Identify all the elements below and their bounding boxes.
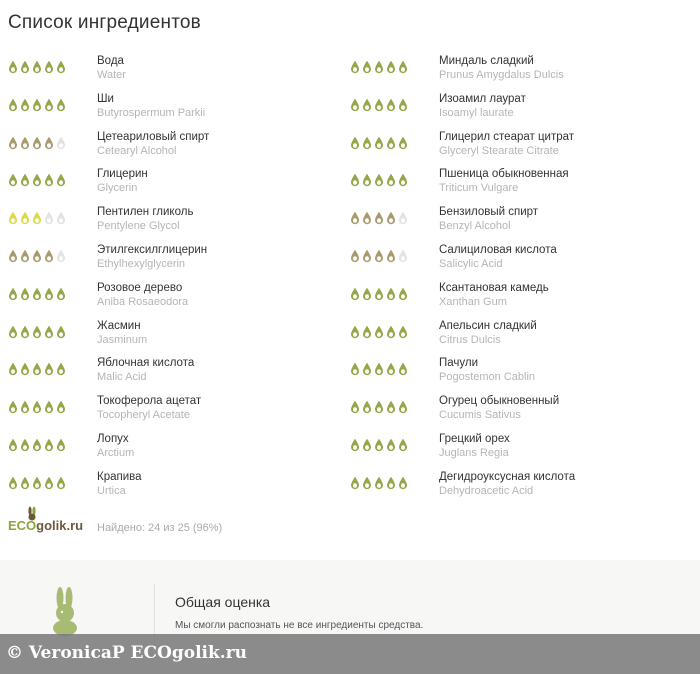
ingredient-names [97,282,188,309]
ingredient-names [97,395,201,422]
drop-icon [362,60,372,74]
drop-icon [374,400,384,414]
drop-icon [32,211,42,225]
drop-icon [44,60,54,74]
drop-icon [374,136,384,150]
ingredient-names [97,206,193,233]
drop-icon [8,362,18,376]
page-title: Список ингредиентов [8,12,201,33]
drop-icon [374,325,384,339]
drop-icon [20,98,30,112]
safety-rating [350,98,408,112]
drop-icon [56,287,66,301]
drop-icon [362,476,372,490]
drop-icon [8,287,18,301]
ingredient-row[interactable] [0,161,350,199]
ingredient-name-latin: Citrus Dulcis [439,333,501,346]
ingredient-names [439,320,537,347]
safety-rating [8,287,66,301]
drop-icon [362,438,372,452]
drop-icon [386,249,396,263]
drop-icon [374,287,384,301]
watermark-text: © VeronicaP ECOgolik.ru [6,643,247,663]
ingredient-row[interactable] [342,48,692,86]
drop-icon [20,438,30,452]
drop-icon [32,98,42,112]
drop-icon [374,98,384,112]
drop-icon [398,362,408,376]
ingredient-names [439,168,569,195]
drop-icon [386,476,396,490]
ingredient-names [97,244,207,271]
drop-icon [8,400,18,414]
safety-rating [8,476,66,490]
logo-eco: ECO [8,518,37,533]
found-count: Найдено: 24 из 25 (96%) [97,522,223,534]
drop-icon [32,173,42,187]
ingredient-name-ru[interactable]: Грецкий орех [439,432,510,445]
ingredient-name-ru[interactable]: Глицерил стеарат цитрат [439,130,575,143]
ingredient-names [439,93,526,120]
ingredient-row[interactable] [0,237,350,275]
ingredient-row[interactable] [342,388,692,426]
drop-icon [8,136,18,150]
drop-icon [56,362,66,376]
ingredient-row[interactable] [342,237,692,275]
drop-icon [350,60,360,74]
ingredient-name-latin: Salicylic Acid [439,257,503,270]
drop-icon [32,287,42,301]
ingredient-name-ru[interactable]: Лопух [97,432,129,445]
ingredient-name-latin: Aniba Rosaeodora [97,295,189,308]
ingredient-name-ru[interactable]: Цетеариловый спирт [97,130,210,143]
ingredient-name-latin: Glyceryl Stearate Citrate [439,144,559,157]
ingredient-name-ru[interactable]: Розовое дерево [97,281,183,294]
ingredient-row[interactable] [0,388,350,426]
ingredient-row[interactable] [342,313,692,351]
ingredient-name-ru[interactable]: Яблочная кислота [97,357,195,370]
ingredient-names [97,55,126,82]
rabbit-mascot-icon [40,586,90,636]
drop-icon [398,211,408,225]
safety-rating [8,438,66,452]
ingredient-name-latin: Glycerin [97,182,138,195]
drop-icon [398,173,408,187]
drop-icon [20,476,30,490]
drop-icon [44,249,54,263]
drop-icon [350,249,360,263]
ingredient-names [97,471,142,498]
drop-icon [350,98,360,112]
ingredient-name-latin: Urtica [97,484,126,497]
drop-icon [56,136,66,150]
ingredient-row[interactable] [342,275,692,313]
drop-icon [362,400,372,414]
safety-rating [350,287,408,301]
drop-icon [8,438,18,452]
drop-icon [374,476,384,490]
ingredients-column-right [342,48,692,502]
ingredient-name-ru[interactable]: Пачули [439,357,479,370]
ingredient-name-latin: Pogostemon Cablin [439,371,536,384]
drop-icon [362,173,372,187]
drop-icon [20,362,30,376]
ingredient-name-latin: Pentylene Glycol [97,220,180,233]
drop-icon [398,325,408,339]
ingredient-row[interactable] [0,350,350,388]
drop-icon [386,211,396,225]
drop-icon [374,249,384,263]
ingredient-row[interactable] [0,313,350,351]
ingredient-name-ru[interactable]: Ксантановая камедь [439,281,549,294]
ingredient-names [439,131,574,158]
drop-icon [350,476,360,490]
drop-icon [398,136,408,150]
drop-icon [374,60,384,74]
safety-rating [350,249,408,263]
drop-icon [56,173,66,187]
drop-icon [386,136,396,150]
drop-icon [350,325,360,339]
watermark-bar [0,634,700,674]
drop-icon [20,173,30,187]
ingredient-row[interactable] [342,199,692,237]
drop-icon [350,173,360,187]
ingredient-names [97,131,209,158]
drop-icon [386,98,396,112]
ingredient-names [439,282,549,309]
ingredient-names [439,395,559,422]
drop-icon [20,287,30,301]
drop-icon [20,400,30,414]
ingredient-names [439,433,510,460]
safety-rating [350,325,408,339]
drop-icon [8,211,18,225]
drop-icon [56,438,66,452]
ingredient-name-ru[interactable]: Пшеница обыкновенная [439,168,569,181]
logo-text [8,518,83,533]
ingredient-name-ru[interactable]: Апельсин сладкий [439,319,537,332]
ingredient-name-ru[interactable]: Жасмин [97,319,141,332]
safety-rating [350,173,408,187]
ingredient-name-latin: Prunus Amygdalus Dulcis [439,69,564,81]
ecogolik-logo[interactable] [8,508,88,538]
ingredient-row[interactable] [342,464,692,502]
safety-rating [8,400,66,414]
drop-icon [44,98,54,112]
safety-rating [8,362,66,376]
ingredient-row[interactable] [342,124,692,162]
ingredient-row[interactable] [342,426,692,464]
ingredient-row[interactable] [342,161,692,199]
ingredient-name-ru[interactable]: Бензиловый спирт [439,206,539,219]
ingredient-name-latin: Juglans Regia [439,446,509,459]
ingredient-names [439,357,535,384]
ingredient-names [97,320,147,347]
drop-icon [362,362,372,376]
drop-icon [32,476,42,490]
ingredient-name-ru[interactable]: Миндаль сладкий [439,55,534,67]
ingredient-name-latin: Xanthan Gum [439,295,507,308]
ingredient-name-latin: Butyrospermum Parkii [97,106,206,119]
drop-icon [32,60,42,74]
safety-rating [8,211,66,225]
ingredient-name-ru[interactable]: Огурец обыкновенный [439,395,560,408]
ingredient-name-latin: Ethylhexylglycerin [97,257,186,270]
ingredient-names [97,433,134,460]
ingredient-name-ru[interactable]: Глицерин [97,168,148,181]
drop-icon [386,325,396,339]
drop-icon [350,438,360,452]
drop-icon [8,98,18,112]
ingredient-row[interactable] [0,86,350,124]
drop-icon [350,211,360,225]
ingredient-names [97,357,194,384]
drop-icon [362,98,372,112]
drop-icon [20,249,30,263]
ingredient-name-latin: Water [97,69,126,81]
ingredients-column-left [0,48,350,502]
safety-rating [350,362,408,376]
safety-rating [8,249,66,263]
drop-icon [44,287,54,301]
drop-icon [362,211,372,225]
ingredient-name-ru[interactable]: Ши [97,92,114,105]
drop-icon [32,249,42,263]
drop-icon [374,211,384,225]
drop-icon [350,136,360,150]
ingredient-row[interactable] [0,464,350,502]
drop-icon [374,438,384,452]
drop-icon [44,325,54,339]
drop-icon [56,325,66,339]
drop-icon [20,60,30,74]
ingredient-name-ru[interactable]: Крапива [97,470,142,483]
drop-icon [398,98,408,112]
drop-icon [44,476,54,490]
drop-icon [374,362,384,376]
drop-icon [386,287,396,301]
ingredient-name-latin: Dehydroacetic Acid [439,484,534,497]
ingredient-name-latin: Tocopheryl Acetate [97,409,190,422]
drop-icon [350,287,360,301]
drop-icon [20,325,30,339]
ingredient-names [97,93,205,120]
safety-rating [8,98,66,112]
drop-icon [398,476,408,490]
drop-icon [56,249,66,263]
drop-icon [398,400,408,414]
drop-icon [386,362,396,376]
drop-icon [8,476,18,490]
summary-text: Мы смогли распознать не все ингредиенты средства. [175,620,424,631]
ingredient-name-latin: Triticum Vulgare [439,182,519,195]
ingredient-name-ru[interactable]: Салициловая кислота [439,243,557,256]
ingredient-name-latin: Malic Acid [97,371,147,384]
drop-icon [44,173,54,187]
drop-icon [44,211,54,225]
drop-icon [350,400,360,414]
ingredient-name-latin: Benzyl Alcohol [439,220,511,233]
drop-icon [386,173,396,187]
drop-icon [56,60,66,74]
drop-icon [44,362,54,376]
ingredient-row[interactable] [0,426,350,464]
ingredient-row[interactable] [0,48,350,86]
ingredient-row[interactable] [0,124,350,162]
ingredient-name-ru[interactable]: Дегидроуксусная кислота [439,470,576,483]
ingredient-names [439,55,564,82]
ingredient-row[interactable] [0,199,350,237]
drop-icon [398,60,408,74]
ingredient-name-ru[interactable]: Этилгексилглицерин [97,243,208,256]
drop-icon [32,400,42,414]
drop-icon [56,211,66,225]
ingredient-name-latin: Arctium [97,446,135,459]
drop-icon [20,136,30,150]
safety-rating [350,400,408,414]
drop-icon [44,136,54,150]
drop-icon [386,60,396,74]
ingredient-row[interactable] [342,350,692,388]
drop-icon [8,325,18,339]
safety-rating [350,438,408,452]
summary-title: Общая оценка [175,594,271,610]
safety-rating [8,60,66,74]
drop-icon [8,173,18,187]
ingredient-name-ru[interactable]: Токоферола ацетат [97,395,202,408]
safety-rating [350,136,408,150]
safety-rating [8,136,66,150]
drop-icon [362,136,372,150]
safety-rating [350,476,408,490]
drop-icon [44,400,54,414]
drop-icon [362,325,372,339]
ingredient-name-latin: Cetearyl Alcohol [97,144,177,157]
drop-icon [374,173,384,187]
drop-icon [398,249,408,263]
ingredient-name-ru[interactable]: Вода [97,55,124,67]
ingredient-row[interactable] [342,86,692,124]
drop-icon [386,438,396,452]
safety-rating [350,211,408,225]
drop-icon [8,60,18,74]
ingredient-names [439,471,575,498]
safety-rating [8,173,66,187]
drop-icon [8,249,18,263]
ingredient-name-ru[interactable]: Пентилен гликоль [97,206,194,219]
ingredient-name-latin: Cucumis Sativus [439,409,521,422]
safety-rating [8,325,66,339]
ingredient-row[interactable] [0,275,350,313]
drop-icon [56,400,66,414]
safety-rating [350,60,408,74]
drop-icon [362,287,372,301]
ingredient-names [439,206,538,233]
ingredient-names [439,244,557,271]
logo-domain: golik.ru [36,518,84,533]
ingredient-name-latin: Isoamyl laurate [439,106,514,119]
ingredient-name-ru[interactable]: Изоамил лаурат [439,92,526,105]
ingredient-names [97,168,148,195]
drop-icon [398,287,408,301]
drop-icon [44,438,54,452]
ingredient-name-latin: Jasminum [97,333,148,346]
drop-icon [398,438,408,452]
drop-icon [32,136,42,150]
drop-icon [32,325,42,339]
drop-icon [350,362,360,376]
drop-icon [56,476,66,490]
drop-icon [20,211,30,225]
drop-icon [32,362,42,376]
drop-icon [362,249,372,263]
drop-icon [32,438,42,452]
drop-icon [386,400,396,414]
drop-icon [56,98,66,112]
